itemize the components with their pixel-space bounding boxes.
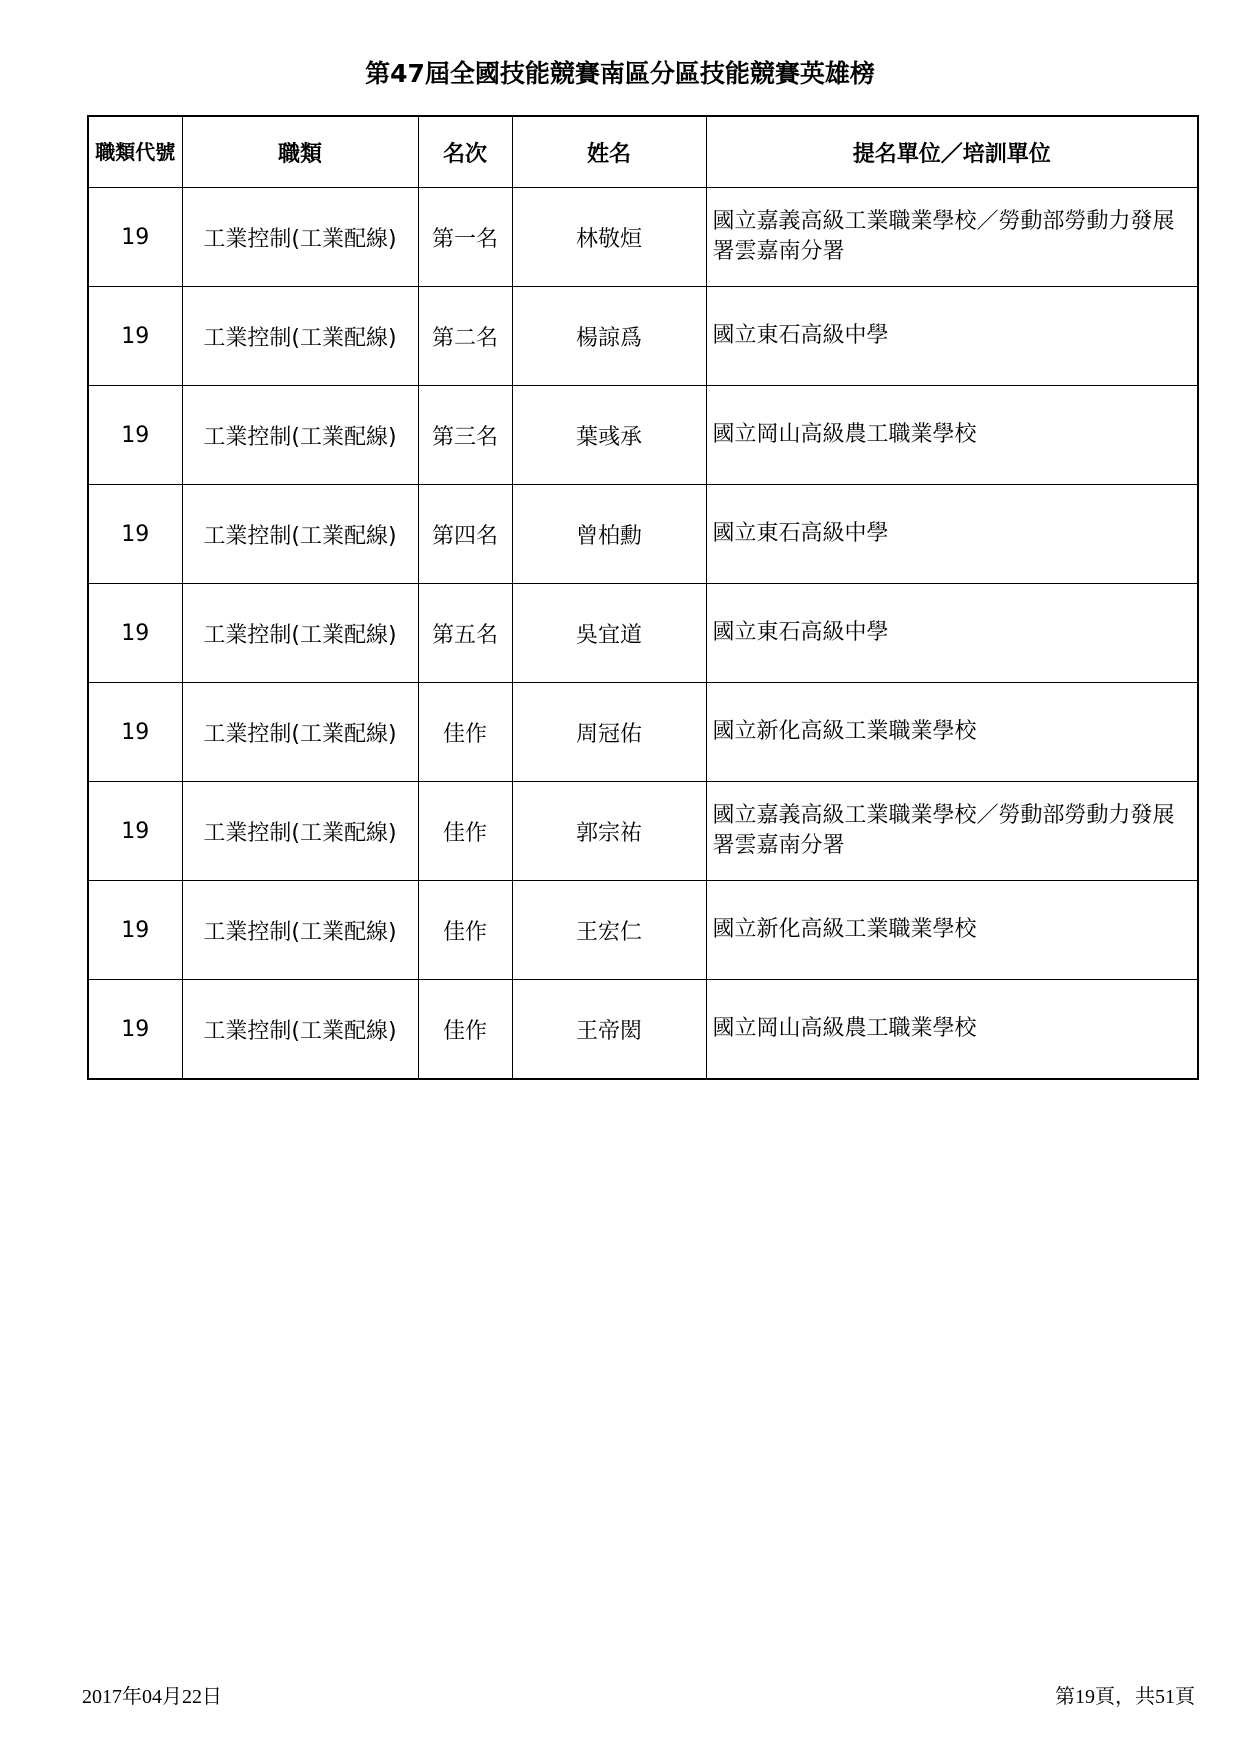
footer-date: 2017年04月22日	[82, 1686, 222, 1708]
cell-category: 工業控制(工業配線)	[182, 287, 418, 386]
cell-category: 工業控制(工業配線)	[182, 980, 418, 1080]
cell-code: 19	[88, 386, 182, 485]
header-category: 職類	[182, 116, 418, 188]
table-row	[88, 485, 1198, 584]
results-table	[87, 115, 1199, 1080]
cell-unit: 國立新化高級工業職業學校	[706, 881, 1198, 980]
cell-code: 19	[88, 782, 182, 881]
header-rank: 名次	[418, 116, 512, 188]
cell-rank: 第二名	[418, 287, 512, 386]
cell-rank: 佳作	[418, 980, 512, 1080]
cell-name: 王宏仁	[512, 881, 706, 980]
cell-code: 19	[88, 881, 182, 980]
footer-page-number: 第19頁，共51頁	[1055, 1686, 1195, 1708]
cell-code: 19	[88, 287, 182, 386]
cell-rank: 佳作	[418, 881, 512, 980]
table-row	[88, 188, 1198, 287]
cell-code: 19	[88, 188, 182, 287]
cell-name: 葉彧承	[512, 386, 706, 485]
table-row	[88, 881, 1198, 980]
cell-category: 工業控制(工業配線)	[182, 881, 418, 980]
page-title: 第47屆全國技能競賽南區分區技能競賽英雄榜	[365, 59, 875, 88]
header-name: 姓名	[512, 116, 706, 188]
cell-category: 工業控制(工業配線)	[182, 683, 418, 782]
cell-unit: 國立東石高級中學	[706, 287, 1198, 386]
cell-code: 19	[88, 683, 182, 782]
cell-category: 工業控制(工業配線)	[182, 584, 418, 683]
cell-name: 郭宗祐	[512, 782, 706, 881]
cell-rank: 第三名	[418, 386, 512, 485]
header-code: 職類代號	[88, 116, 182, 188]
cell-name: 王帝閎	[512, 980, 706, 1080]
cell-code: 19	[88, 485, 182, 584]
cell-code: 19	[88, 584, 182, 683]
cell-unit: 國立新化高級工業職業學校	[706, 683, 1198, 782]
cell-name: 曾柏勳	[512, 485, 706, 584]
cell-name: 林敬烜	[512, 188, 706, 287]
cell-unit: 國立東石高級中學	[706, 584, 1198, 683]
cell-category: 工業控制(工業配線)	[182, 485, 418, 584]
header-row	[88, 116, 1198, 188]
cell-rank: 第四名	[418, 485, 512, 584]
cell-rank: 第五名	[418, 584, 512, 683]
cell-unit: 國立嘉義高級工業職業學校／勞動部勞動力發展署雲嘉南分署	[706, 188, 1198, 287]
cell-rank: 佳作	[418, 782, 512, 881]
cell-unit: 國立東石高級中學	[706, 485, 1198, 584]
table-row	[88, 386, 1198, 485]
cell-name: 吳宜道	[512, 584, 706, 683]
table-row	[88, 584, 1198, 683]
table-row	[88, 782, 1198, 881]
table-row	[88, 683, 1198, 782]
cell-rank: 佳作	[418, 683, 512, 782]
cell-category: 工業控制(工業配線)	[182, 782, 418, 881]
header-unit: 提名單位／培訓單位	[706, 116, 1198, 188]
cell-name: 楊諒爲	[512, 287, 706, 386]
cell-code: 19	[88, 980, 182, 1080]
cell-unit: 國立嘉義高級工業職業學校／勞動部勞動力發展署雲嘉南分署	[706, 782, 1198, 881]
cell-rank: 第一名	[418, 188, 512, 287]
table-row	[88, 287, 1198, 386]
cell-unit: 國立岡山高級農工職業學校	[706, 980, 1198, 1080]
table-row	[88, 980, 1198, 1080]
cell-unit: 國立岡山高級農工職業學校	[706, 386, 1198, 485]
cell-category: 工業控制(工業配線)	[182, 188, 418, 287]
cell-name: 周冠佑	[512, 683, 706, 782]
cell-category: 工業控制(工業配線)	[182, 386, 418, 485]
